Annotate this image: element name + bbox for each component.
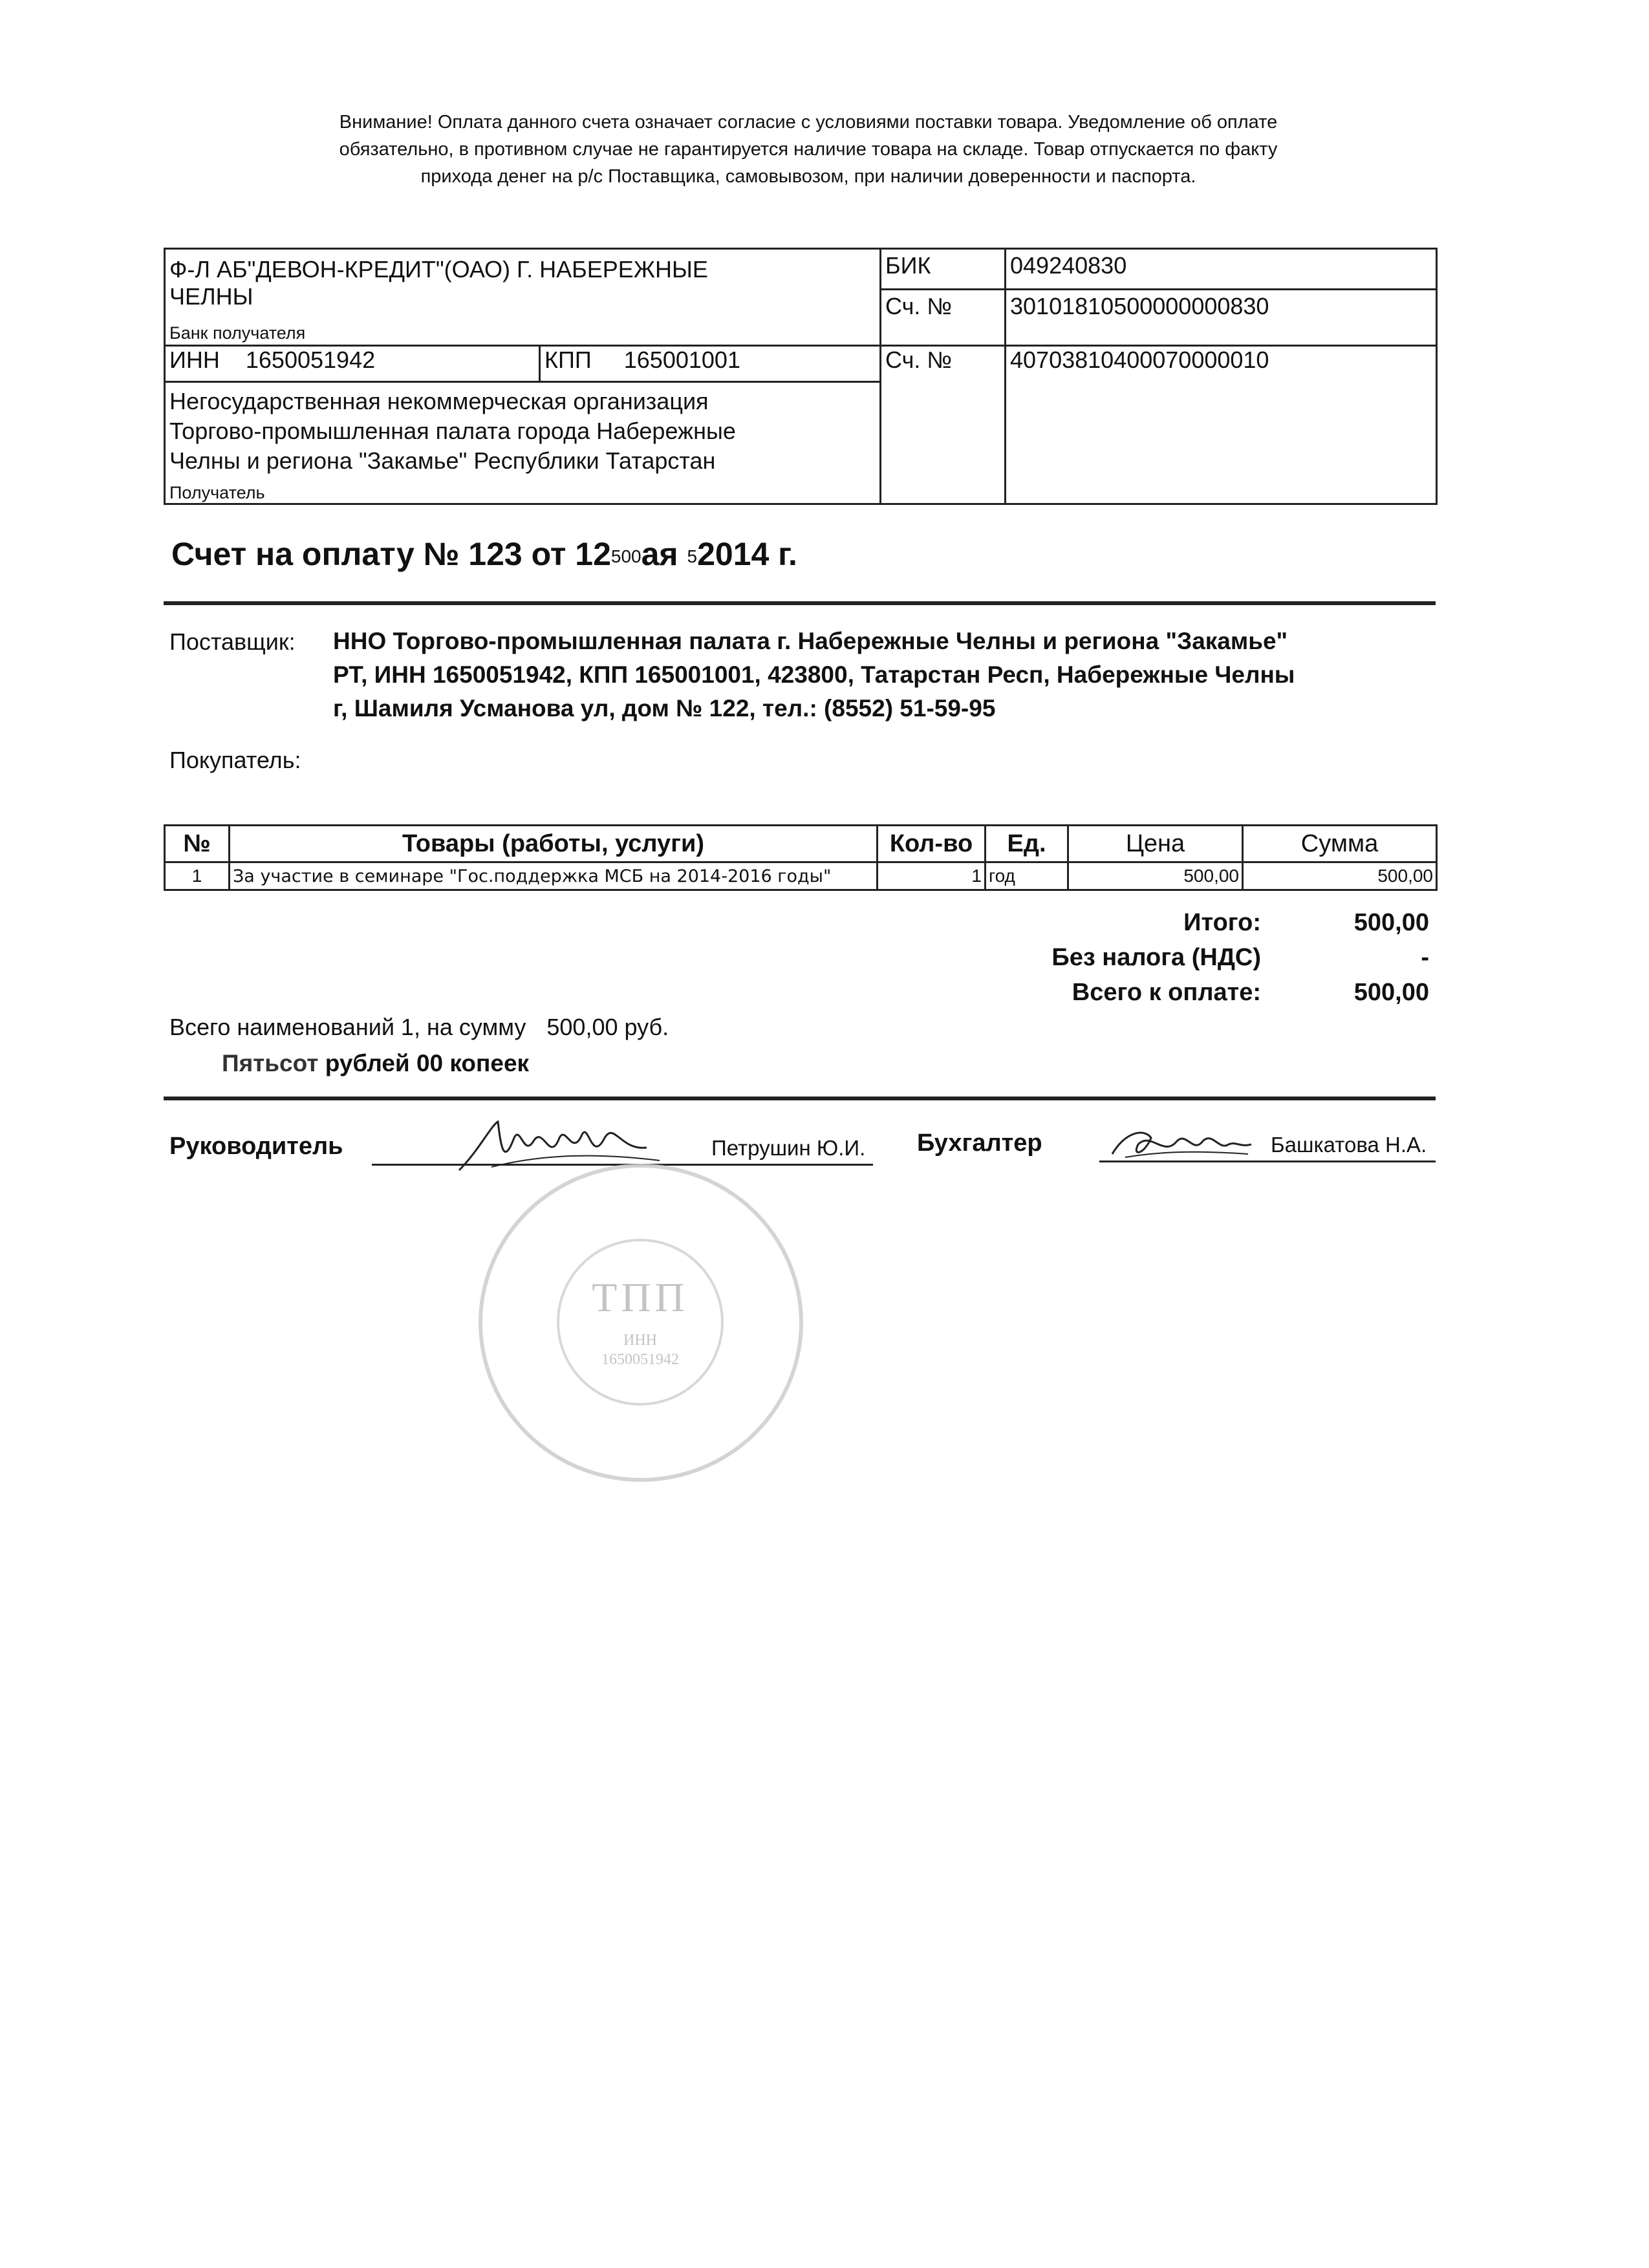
notice-line-1: Внимание! Оплата данного счета означает согласие с условиями поставки товара. Уведомление об оплате [339, 112, 1278, 133]
supplier-label: Поставщик: [169, 628, 296, 655]
row-qty: 1 [878, 862, 986, 890]
summary-divider [164, 1097, 1436, 1100]
recipient-line-3: Челны и региона "Закамье" Республики Татарстан [169, 447, 716, 474]
kpp-cell [540, 346, 881, 382]
row-sum: 500,00 [1243, 862, 1437, 890]
amount-words-rest: рублей 00 копеек [325, 1050, 530, 1076]
notice-line-3: прихода денег на р/с Поставщика, самовывозом, при наличии доверенности и паспорта. [420, 166, 1196, 187]
account-value-cell [1006, 346, 1437, 504]
header-num: № [165, 826, 230, 862]
invoice-title-overlay-2: 5 [687, 546, 698, 566]
account-label: Сч. № [885, 347, 952, 373]
header-price: Цена [1068, 826, 1243, 862]
corr-account-value: 30101810500000000830 [1010, 293, 1269, 319]
header-qty: Кол-во [878, 826, 986, 862]
summary-line [169, 1014, 669, 1041]
inn-cell [165, 346, 540, 382]
row-num: 1 [165, 862, 230, 890]
corr-account-label: Сч. № [885, 293, 952, 319]
account-value: 40703810400070000010 [1010, 347, 1269, 373]
notice-line-2: обязательно, в противном случае не гарантируется наличие товара на складе. Товар отпускается по факту [339, 139, 1278, 160]
organization-stamp [479, 1164, 803, 1482]
total-label: Итого: [1183, 909, 1261, 936]
accountant-label: Бухгалтер [917, 1129, 1042, 1157]
due-value: 500,00 [1353, 979, 1429, 1006]
title-divider [164, 601, 1436, 605]
row-unit: год [986, 862, 1068, 890]
amount-in-words [222, 1050, 529, 1077]
vat-label: Без налога (НДС) [1051, 944, 1261, 971]
header-unit: Ед. [986, 826, 1068, 862]
stamp-inner-ring [557, 1239, 724, 1406]
total-value: 500,00 [1353, 909, 1429, 936]
bank-details-table [164, 248, 1438, 505]
summary-amount: 500,00 руб. [546, 1014, 669, 1040]
invoice-title-overlay-1: 500 [610, 546, 641, 566]
invoice-title-end: 2014 г. [697, 536, 797, 572]
bik-label: БИК [881, 250, 1004, 290]
recipient-cell [165, 382, 881, 504]
stamp-center-text: ТПП [592, 1274, 689, 1320]
table-row [165, 862, 1437, 890]
supplier-line-1: ННО Торгово-промышленная палата г. Набережные Челны и региона "Закамье" [333, 628, 1288, 654]
bank-name-line-1: Ф-Л АБ"ДЕВОН-КРЕДИТ"(ОАО) Г. НАБЕРЕЖНЫЕ [169, 256, 708, 283]
accountant-signature-icon [1106, 1118, 1255, 1170]
kpp-value: 165001001 [623, 347, 740, 373]
bank-name-line-2: ЧЕЛНЫ [169, 283, 253, 310]
account-label-cell [881, 346, 1006, 504]
header-sum: Сумма [1243, 826, 1437, 862]
supplier-details [333, 625, 1445, 725]
bik-value-cell [1006, 249, 1437, 346]
summary-count: Всего наименований 1, на сумму [169, 1014, 526, 1040]
bank-caption: Банк получателя [169, 323, 306, 343]
supplier-line-2: РТ, ИНН 1650051942, КПП 165001001, 423800, Татарстан Респ, Набережные Челны [333, 661, 1295, 688]
director-label: Руководитель [169, 1133, 343, 1160]
payment-notice [194, 109, 1423, 190]
vat-value: - [1421, 944, 1429, 971]
invoice-title [171, 535, 797, 573]
due-label: Всего к оплате: [1072, 979, 1261, 1006]
invoice-title-mid: ая [641, 536, 687, 572]
recipient-line-2: Торгово-промышленная палата города Набережные [169, 418, 736, 444]
header-goods: Товары (работы, услуги) [230, 826, 878, 862]
recipient-line-1: Негосударственная некоммерческая организация [169, 388, 709, 414]
bik-value: 049240830 [1006, 250, 1436, 290]
recipient-caption: Получатель [169, 483, 265, 502]
buyer-label: Покупатель: [169, 747, 301, 773]
items-table [164, 824, 1438, 891]
invoice-title-start: Счет на оплату № 123 от 12 [171, 536, 611, 572]
stamp-inn-value: 1650051942 [601, 1351, 679, 1368]
inn-value: 1650051942 [245, 347, 376, 373]
totals-block [776, 905, 1429, 1010]
director-name: Петрушин Ю.И. [711, 1136, 866, 1160]
supplier-line-3: г, Шамиля Усманова ул, дом № 122, тел.: (8552) 51-59-95 [333, 695, 996, 722]
bank-name-cell [165, 249, 881, 346]
kpp-label: КПП [544, 347, 592, 373]
bik-label-cell [881, 249, 1006, 346]
stamp-inn-label: ИНН [623, 1332, 657, 1349]
inn-label: ИНН [169, 347, 220, 373]
items-header-row [165, 826, 1437, 862]
accountant-name: Башкатова Н.А. [1271, 1133, 1427, 1157]
amount-words-first: Пятьсот [222, 1050, 319, 1076]
row-name: За участие в семинаре "Гос.поддержка МСБ на 2014-2016 годы" [230, 862, 878, 890]
row-price: 500,00 [1068, 862, 1243, 890]
